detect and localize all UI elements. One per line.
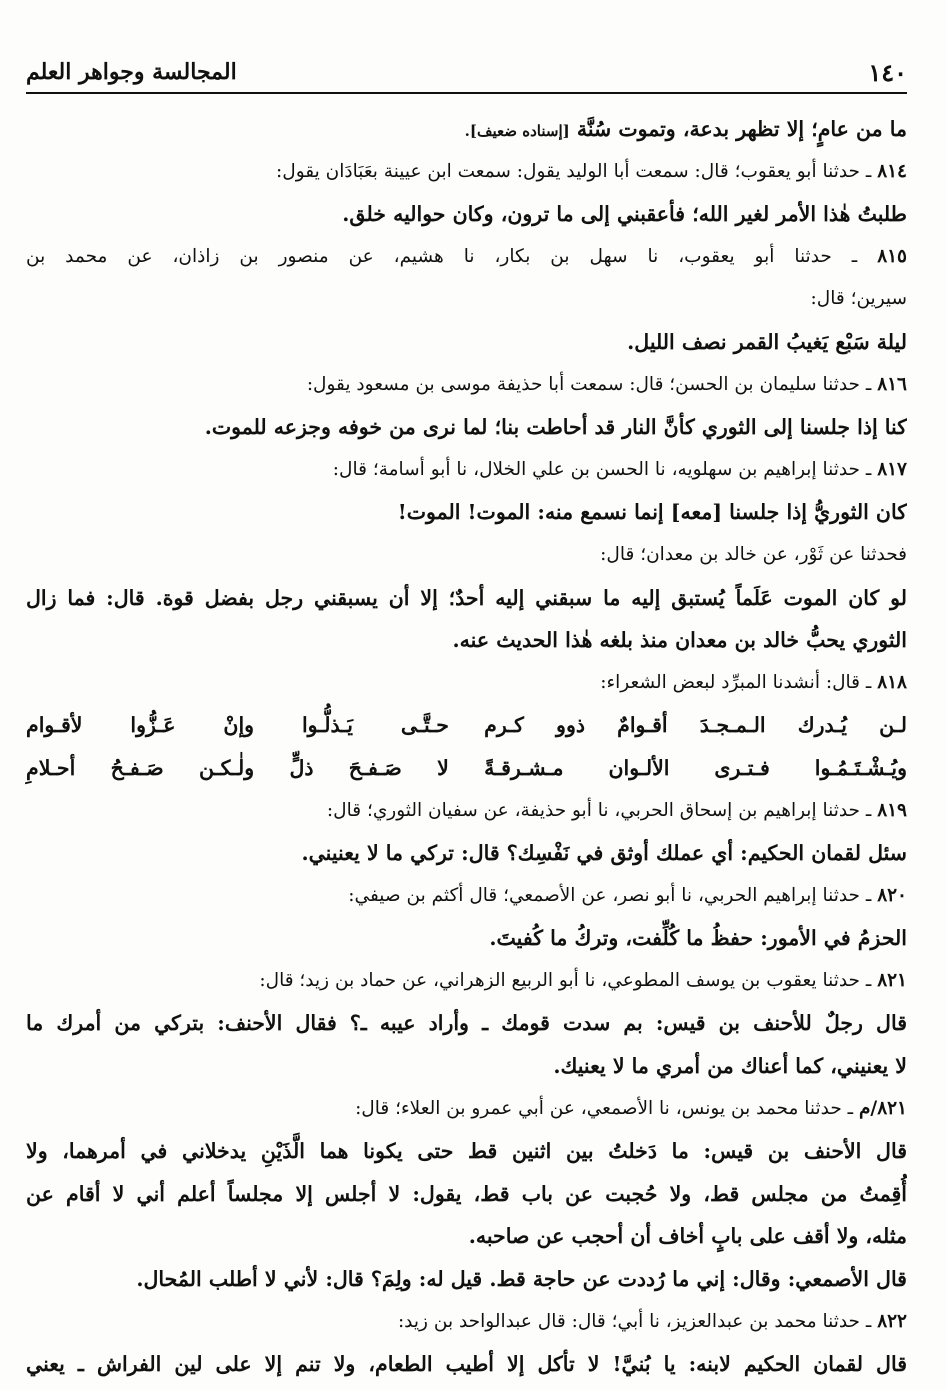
- line-text: ـ حدثنا أبو يعقوب، نا سهل بن بكار، نا هشيم، عن منصور بن زاذان، عن محمد بن: [26, 245, 858, 267]
- verse-second-hemistich: لا صَـفـحَ ذلٍّ ولٰـكـن صَـفـحُ أحـلامِ: [26, 755, 449, 780]
- hadith-number: ٨١٩: [877, 799, 907, 821]
- hadith-number: ٨٢٠: [877, 884, 907, 906]
- hadith-number: ٨١٨: [877, 671, 907, 693]
- line-text: قال الأحنف بن قيس: ما دَخلتُ بين اثنين قط حتى يكونا هما الَّذَيْنِ يدخلاني في أمرهما، ولا: [26, 1139, 907, 1164]
- text-line: [26, 534, 907, 577]
- hadith-chain-line: [26, 1301, 907, 1344]
- line-text: كنا إذا جلسنا إلى الثوري كأنَّ النار قد أحاطت بنا؛ لما نرى من خوفه وجزعه للموت.: [204, 415, 907, 440]
- book-title: المجالسة وجواهر العلم: [26, 59, 237, 85]
- hadith-chain-line: [26, 364, 907, 407]
- hadith-chain-line: [26, 875, 907, 918]
- line-text: ـ قال: أنشدنا المبرِّد لبعض الشعراء:: [600, 671, 872, 693]
- hadith-number: ٨١٦: [877, 373, 907, 395]
- text-line: [26, 577, 907, 620]
- text-line: [26, 917, 907, 960]
- text-line: [26, 1343, 907, 1386]
- hadith-number: ٨١٤: [877, 160, 907, 182]
- hadith-chain-line: [26, 790, 907, 833]
- page-header: [26, 52, 907, 94]
- line-text: ـ حدثنا سليمان بن الحسن؛ قال: سمعت أبا حذيفة موسى بن مسعود يقول:: [306, 373, 872, 395]
- page-body: [26, 108, 907, 1386]
- line-text: ـ حدثنا محمد بن عبدالعزيز، نا أبي؛ قال: قال عبدالواحد بن زيد:: [397, 1310, 872, 1332]
- hadith-chain-line: [26, 1088, 907, 1131]
- hadith-chain-line: [26, 236, 907, 279]
- hadith-number: ٨٢٢: [877, 1310, 907, 1332]
- line-text: مثله، ولا أقف على بابٍ أخاف أن أحجب عن صاحبه.: [468, 1224, 907, 1249]
- verse-first-hemistich: ويُـشْـتَـمُـوا فـتـرى الألـوان مـشـرقـةً: [484, 755, 907, 780]
- text-line: [26, 1173, 907, 1216]
- text-line: [26, 193, 907, 236]
- text-line: [26, 1215, 907, 1258]
- line-text: سئل لقمان الحكيم: أي عملك أوثق في نَفْسِك؟ قال: تركي ما لا يعنيني.: [301, 841, 907, 866]
- line-text: لا يعنيني، كما أعناك من أمري ما لا يعنيك.: [553, 1054, 907, 1079]
- line-text: سيرين؛ قال:: [810, 288, 907, 310]
- text-line: [26, 321, 907, 364]
- line-text: ـ حدثنا إبراهيم بن إسحاق الحربي، نا أبو حذيفة، عن سفيان الثوري؛ قال:: [326, 799, 872, 821]
- hadith-chain-line: [26, 662, 907, 705]
- hadith-chain-line: [26, 449, 907, 492]
- verse-line: [26, 747, 907, 790]
- text-block-2: [26, 790, 907, 1386]
- text-line: [26, 406, 907, 449]
- line-text: فحدثنا عن ثَوْر، عن خالد بن معدان؛ قال:: [600, 543, 907, 565]
- text-line: [26, 1002, 907, 1045]
- verse-first-hemistich: لـن يُـدرك الـمـجـدَ أقـوامٌ ذوو كـرم: [484, 713, 907, 738]
- line-text: طلبتُ هٰذا الأمر لغير الله؛ فأعقبني إلى ما ترون، وكان حواليه خلق.: [342, 202, 907, 227]
- text-line: [26, 832, 907, 875]
- isnad-note: [إسناده ضعيف].: [464, 122, 570, 140]
- line-text: الثوري يحبُّ خالد بن معدان منذ بلغه هٰذا الحديث عنه.: [452, 628, 907, 653]
- line-text: ـ حدثنا محمد بن يونس، نا الأصمعي، عن أبي عمرو بن العلاء؛ قال:: [355, 1097, 854, 1119]
- line-text: ـ حدثنا يعقوب بن يوسف المطوعي، نا أبو الربيع الزهراني، عن حماد بن زيد؛ قال:: [259, 969, 872, 991]
- line-text: ليلة سَبْع يَغيبُ القمر نصف الليل.: [627, 329, 907, 354]
- text-line: [26, 108, 907, 151]
- line-text: ـ حدثنا إبراهيم الحربي، نا أبو نصر، عن الأصمعي؛ قال أكثم بن صيفي:: [348, 884, 872, 906]
- poem-verses: [26, 704, 907, 789]
- verse-second-hemistich: حـتَّـى يَـذلُّـوا وإنْ عَـزُّوا لأقـوام: [26, 713, 449, 738]
- hadith-chain-line: [26, 960, 907, 1003]
- hadith-number: ٨٢١/م: [858, 1097, 907, 1119]
- text-line: [26, 491, 907, 534]
- line-text: ما من عامٍ؛ إلا تظهر بدعة، وتموت سُنَّة: [576, 117, 907, 141]
- line-text: ـ حدثنا إبراهيم بن سهلويه، نا الحسن بن علي الخلال، نا أبو أسامة؛ قال:: [332, 458, 872, 480]
- line-text: كان الثوريُّ إذا جلسنا [معه] إنما نسمع منه: الموت! الموت!: [397, 500, 907, 525]
- line-text: لو كان الموت عَلَماً يُستبق إليه ما سبقني إليه أحدٌ؛ إلا أن يسبقني رجل بفضل قوة. قال: فما زال: [26, 585, 907, 610]
- line-text: قال لقمان الحكيم لابنه: يا بُنيَّ! لا تأكل إلا أطيب الطعام، ولا تنم إلا على لين الفراش ـ يعني: [26, 1352, 907, 1377]
- text-line: [26, 619, 907, 662]
- line-text: الحزمُ في الأمور: حفظُ ما كُلِّفت، وتركُ ما كُفيتَ.: [489, 926, 907, 951]
- line-text: قال رجلٌ للأحنف بن قيس: بم سدت قومك ـ وأراد عيبه ـ؟ فقال الأحنف: بتركي من أمرك ما: [26, 1011, 907, 1036]
- hadith-number: ٨٢١: [877, 969, 907, 991]
- hadith-number: ٨١٧: [877, 458, 907, 480]
- hadith-number: ٨١٥: [877, 245, 907, 267]
- text-line: [26, 1045, 907, 1088]
- line-text: أُقِمتُ من مجلس قط، ولا حُجبت عن باب قط، يقول: لا أجلس إلا مجلساً أعلم أني لا أقام عن: [26, 1181, 907, 1206]
- line-text: ـ حدثنا أبو يعقوب؛ قال: سمعت أبا الوليد يقول: سمعت ابن عيينة بعَبَادَان يقول:: [276, 160, 872, 182]
- hadith-chain-line: [26, 151, 907, 194]
- line-text: قال الأصمعي: وقال: إني ما رُددت عن حاجة قط. قيل له: ولِمَ؟ قال: لأني لا أطلب المُحال.: [136, 1267, 907, 1292]
- text-block-1: [26, 108, 907, 704]
- page-number: ١٤٠: [868, 57, 907, 87]
- text-line: [26, 1130, 907, 1173]
- verse-line: [26, 704, 907, 747]
- text-line: [26, 1258, 907, 1301]
- text-line: [26, 278, 907, 321]
